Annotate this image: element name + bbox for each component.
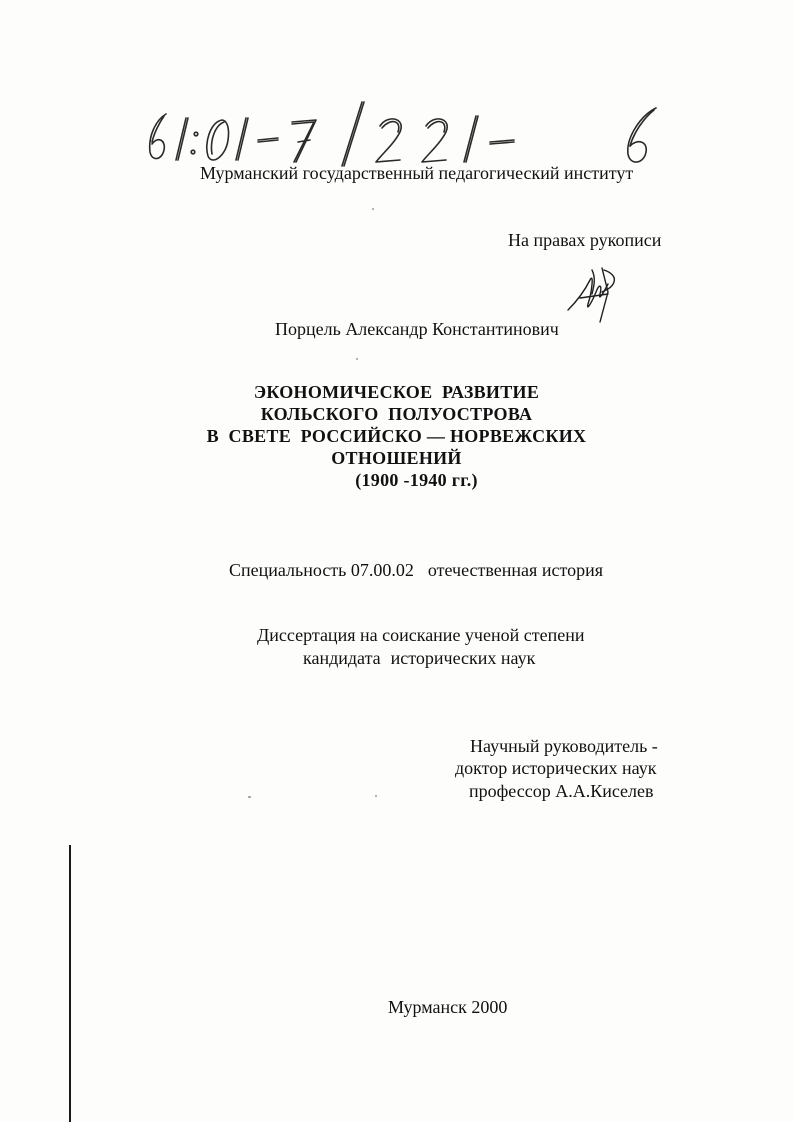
- supervisor-role: Научный руководитель -: [470, 736, 658, 756]
- degree-line-2: [303, 647, 535, 669]
- institute-name: Мурманский государственный педагогический институт: [200, 163, 634, 183]
- author-name: Порцель Александр Константинович: [275, 319, 559, 339]
- title-years: (1900 -1940 гг.): [355, 470, 478, 490]
- city-year: Мурманск 2000: [388, 997, 508, 1017]
- supervisor-name: профессор А.А.Киселев: [469, 781, 654, 801]
- title-line-2: КОЛЬСКОГО ПОЛУОСТРОВА: [260, 404, 533, 424]
- scan-speck: [375, 795, 377, 797]
- degree-candidate: кандидата: [303, 648, 381, 668]
- rights-notice: На правах рукописи: [508, 230, 662, 250]
- author-signature: [562, 262, 624, 324]
- specialty-code: Специальность 07.00.02: [229, 560, 414, 580]
- specialty-line: [229, 559, 603, 581]
- scan-speck: [248, 796, 251, 798]
- title-line-3: В СВЕТЕ РОССИЙСКО — НОРВЕЖСКИХ: [206, 426, 587, 446]
- degree-field: исторических наук: [390, 648, 536, 668]
- scan-speck: [356, 358, 358, 360]
- title-line-4: ОТНОШЕНИЙ: [331, 448, 462, 468]
- supervisor-degree: доктор исторических наук: [455, 758, 657, 778]
- title-line-1: ЭКОНОМИЧЕСКОЕ РАЗВИТИЕ: [253, 382, 540, 402]
- specialty-field: отечественная история: [427, 560, 603, 580]
- scan-margin-line: [69, 845, 71, 1122]
- signature-graphic: [562, 262, 624, 324]
- dissertation-title: [0, 381, 793, 491]
- degree-line-1: Диссертация на соискание ученой степени: [257, 625, 585, 645]
- scan-speck: [372, 208, 374, 210]
